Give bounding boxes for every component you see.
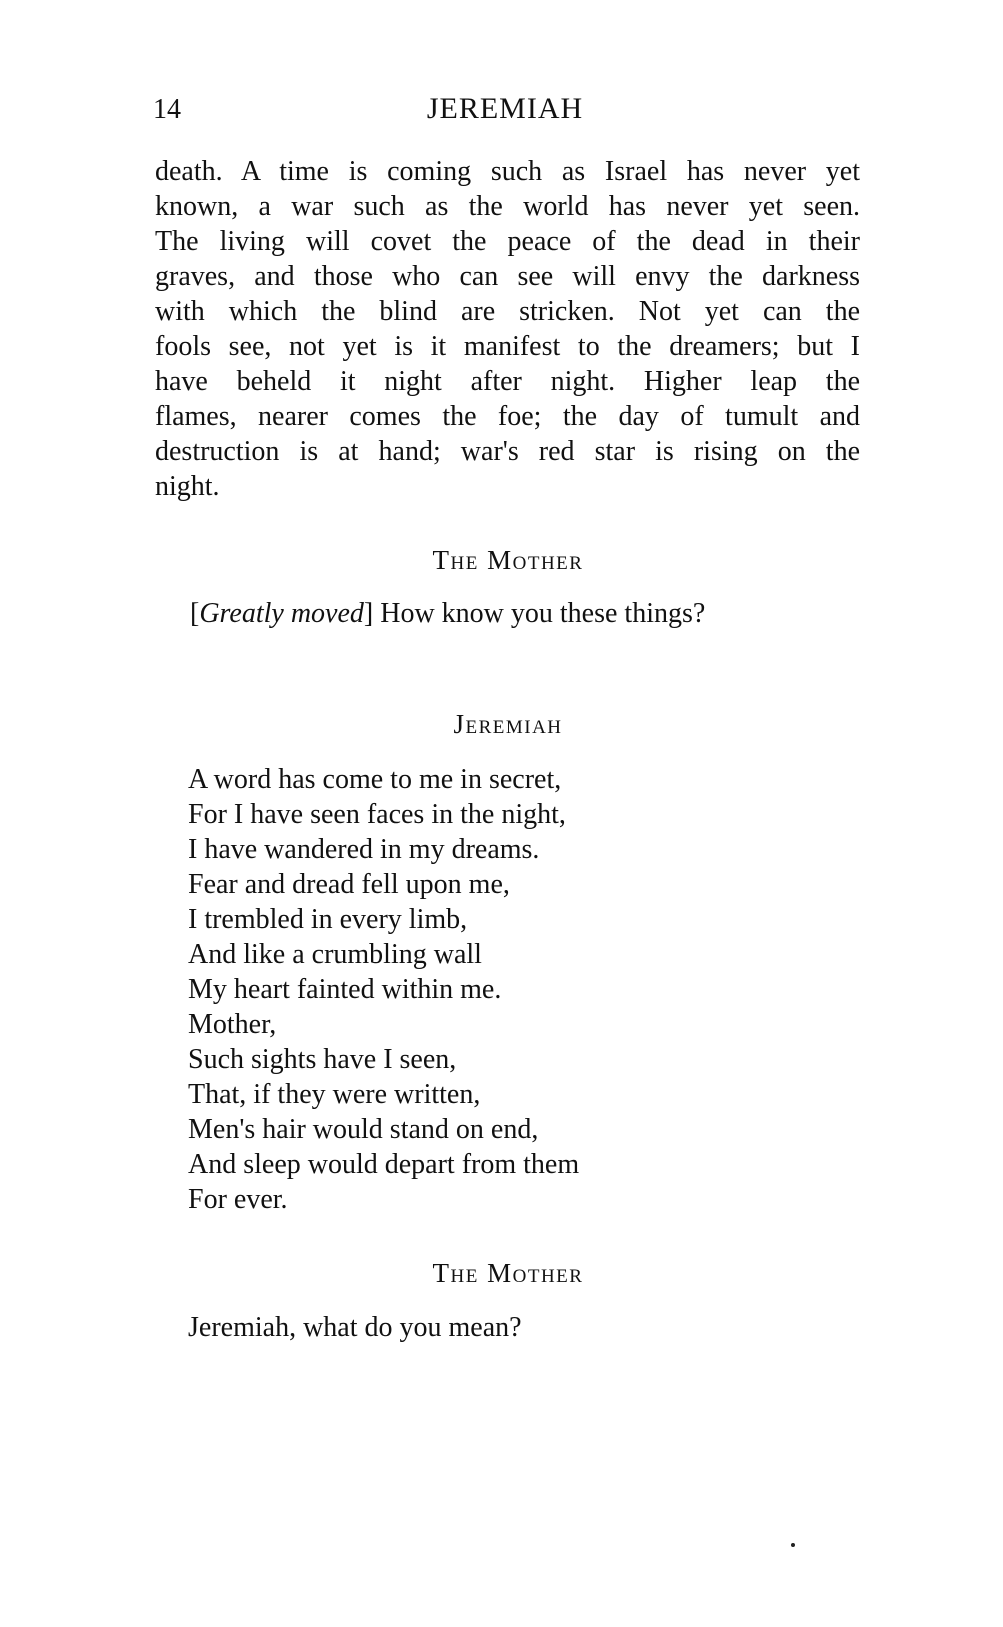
verse-line: A word has come to me in secret, bbox=[188, 764, 562, 795]
paragraph-line: flames, nearer comes the foe; the day of tumult and bbox=[155, 401, 860, 432]
paragraph-line: graves, and those who can see will envy the darkness bbox=[155, 261, 860, 292]
speaker-heading: Jeremiah bbox=[453, 709, 563, 739]
verse-line: Fear and dread fell upon me, bbox=[188, 869, 510, 900]
verse-line: My heart fainted within me. bbox=[188, 974, 502, 1005]
verse-line: Mother, bbox=[188, 1009, 277, 1040]
dialogue-line: [Greatly moved] How know you these things? bbox=[190, 598, 706, 629]
verse-line: Men's hair would stand on end, bbox=[188, 1114, 539, 1145]
paragraph-line: fools see, not yet is it manifest to the dreamers; but I bbox=[155, 331, 860, 362]
paragraph-line: death. A time is coming such as Israel has never yet bbox=[155, 156, 860, 187]
verse-line: For ever. bbox=[188, 1184, 288, 1215]
paragraph-line: The living will covet the peace of the dead in their bbox=[155, 226, 860, 257]
verse-line: And like a crumbling wall bbox=[188, 939, 482, 970]
speaker-heading: The Mother bbox=[432, 1258, 584, 1288]
paragraph-line: known, a war such as the world has never yet seen. bbox=[155, 191, 860, 222]
verse-line: And sleep would depart from them bbox=[188, 1149, 580, 1180]
verse-line: That, if they were written, bbox=[188, 1079, 481, 1110]
verse-line: I trembled in every limb, bbox=[188, 904, 468, 935]
verse-line: Such sights have I seen, bbox=[188, 1044, 457, 1075]
dialogue-text: How know you these things? bbox=[380, 598, 706, 629]
dialogue-line: Jeremiah, what do you mean? bbox=[188, 1312, 522, 1343]
verse-line: I have wandered in my dreams. bbox=[188, 834, 540, 865]
paragraph-line: night. bbox=[155, 471, 220, 502]
stage-direction: Greatly moved bbox=[199, 598, 364, 629]
page-number: 14 bbox=[153, 94, 181, 125]
prose-paragraph bbox=[155, 154, 860, 504]
verse-line: For I have seen faces in the night, bbox=[188, 799, 566, 830]
speaker-heading: The Mother bbox=[432, 545, 584, 575]
running-title: JEREMIAH bbox=[426, 92, 584, 125]
paragraph-line: with which the blind are stricken. Not yet can the bbox=[155, 296, 860, 327]
verse-block bbox=[188, 762, 579, 1217]
paragraph-line: have beheld it night after night. Higher leap the bbox=[155, 366, 860, 397]
paragraph-line: destruction is at hand; war's red star is rising on the bbox=[155, 436, 860, 467]
scan-speck bbox=[791, 1543, 795, 1547]
